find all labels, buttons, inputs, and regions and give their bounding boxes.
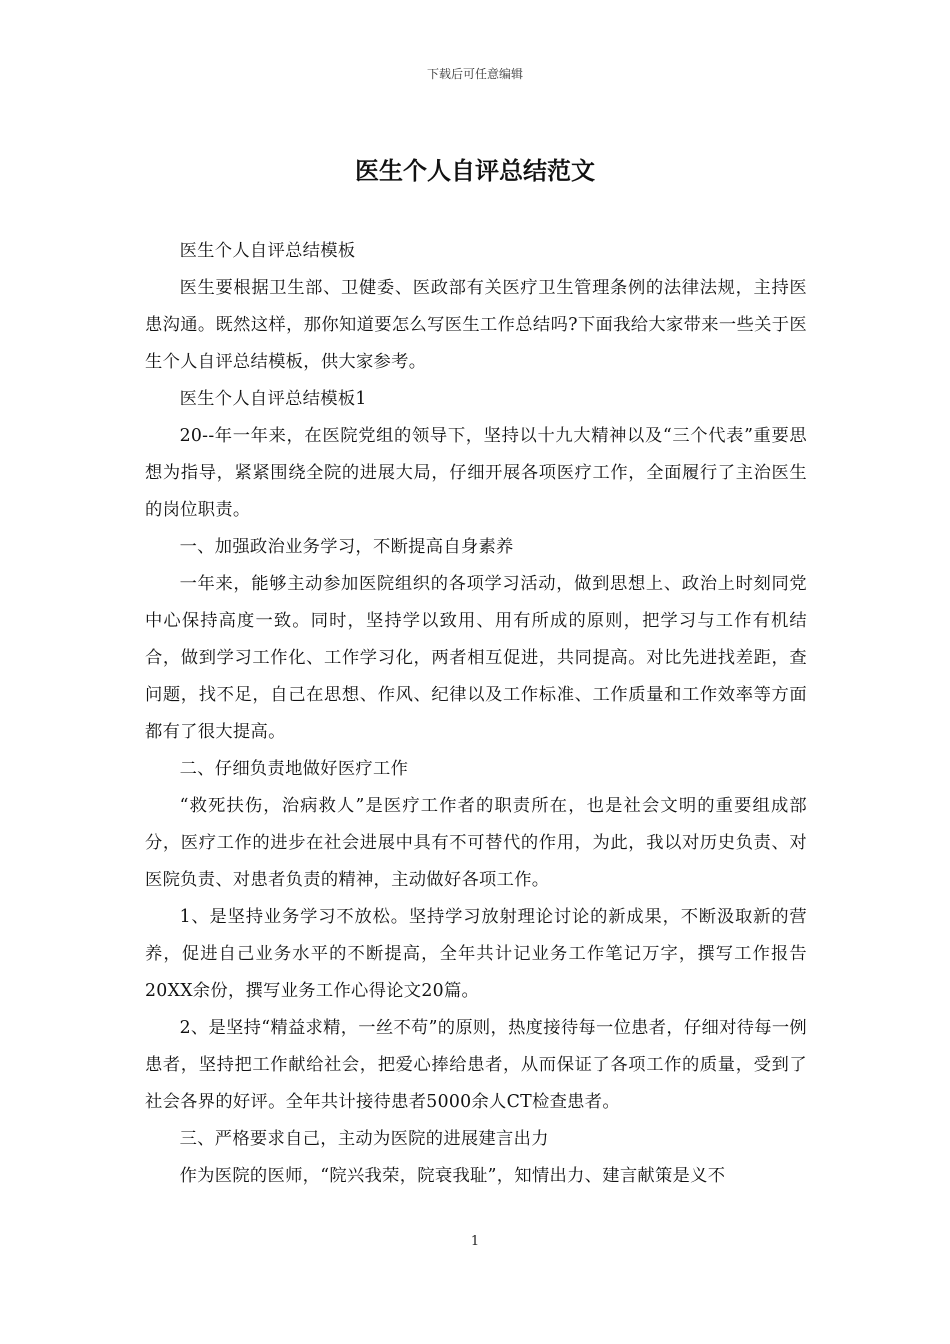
paragraph: 医生要根据卫生部、卫健委、医政部有关医疗卫生管理条例的法律法规，主持医患沟通。既然这样，那你知道要怎么写医生工作总结吗?下面我给大家带来一些关于医生个人自评总结模板，供大家参考。 <box>145 278 807 372</box>
paragraph: “救死扶伤，治病救人”是医疗工作者的职责所在，也是社会文明的重要组成部分，医疗工作的进步在社会进展中具有不可替代的作用，为此，我以对历史负责、对医院负责、对患者负责的精神，主动做好各项工作。 <box>145 796 807 890</box>
page-number: 1 <box>470 1234 480 1249</box>
paragraph: 1、是坚持业务学习不放松。坚持学习放射理论讨论的新成果，不断汲取新的营养，促进自己业务水平的不断提高，全年共计记业务工作笔记万字，撰写工作报告20XX余份，撰写业务工作心得论文20篇。 <box>145 907 807 1001</box>
section-heading: 一、加强政治业务学习，不断提高自身素养 <box>179 537 514 557</box>
paragraph: 2、是坚持“精益求精，一丝不苟”的原则，热度接待每一位患者，仔细对待每一例患者，坚持把工作献给社会，把爱心捧给患者，从而保证了各项工作的质量，受到了社会各界的好评。全年共计接待患者5000余人CT检查患者。 <box>145 1018 807 1112</box>
paragraph: 作为医院的医师，“院兴我荣，院衰我耻”，知情出力、建言献策是义不 <box>179 1166 726 1186</box>
paragraph: 20--年一年来，在医院党组的领导下，坚持以十九大精神以及“三个代表”重要思想为指导，紧紧围绕全院的进展大局，仔细开展各项医疗工作，全面履行了主治医生的岗位职责。 <box>145 426 807 520</box>
page-header-note: 下载后可任意编辑 <box>426 67 523 81</box>
section-heading: 三、严格要求自己，主动为医院的进展建言出力 <box>179 1129 549 1149</box>
paragraph: 一年来，能够主动参加医院组织的各项学习活动，做到思想上、政治上时刻同党中心保持高度一致。同时，坚持学以致用、用有所成的原则，把学习与工作有机结合，做到学习工作化、工作学习化，两者相互促进，共同提高。对比先进找差距，查问题，找不足，自己在思想、作风、纪律以及工作标准、工作质量和工作效率等方面都有了很大提高。 <box>145 574 807 742</box>
document-title: 医生个人自评总结范文 <box>355 157 595 185</box>
section-heading: 二、仔细负责地做好医疗工作 <box>179 759 409 779</box>
paragraph: 医生个人自评总结模板1 <box>179 389 367 409</box>
paragraph: 医生个人自评总结模板 <box>179 241 356 261</box>
document-body <box>145 233 807 1195</box>
